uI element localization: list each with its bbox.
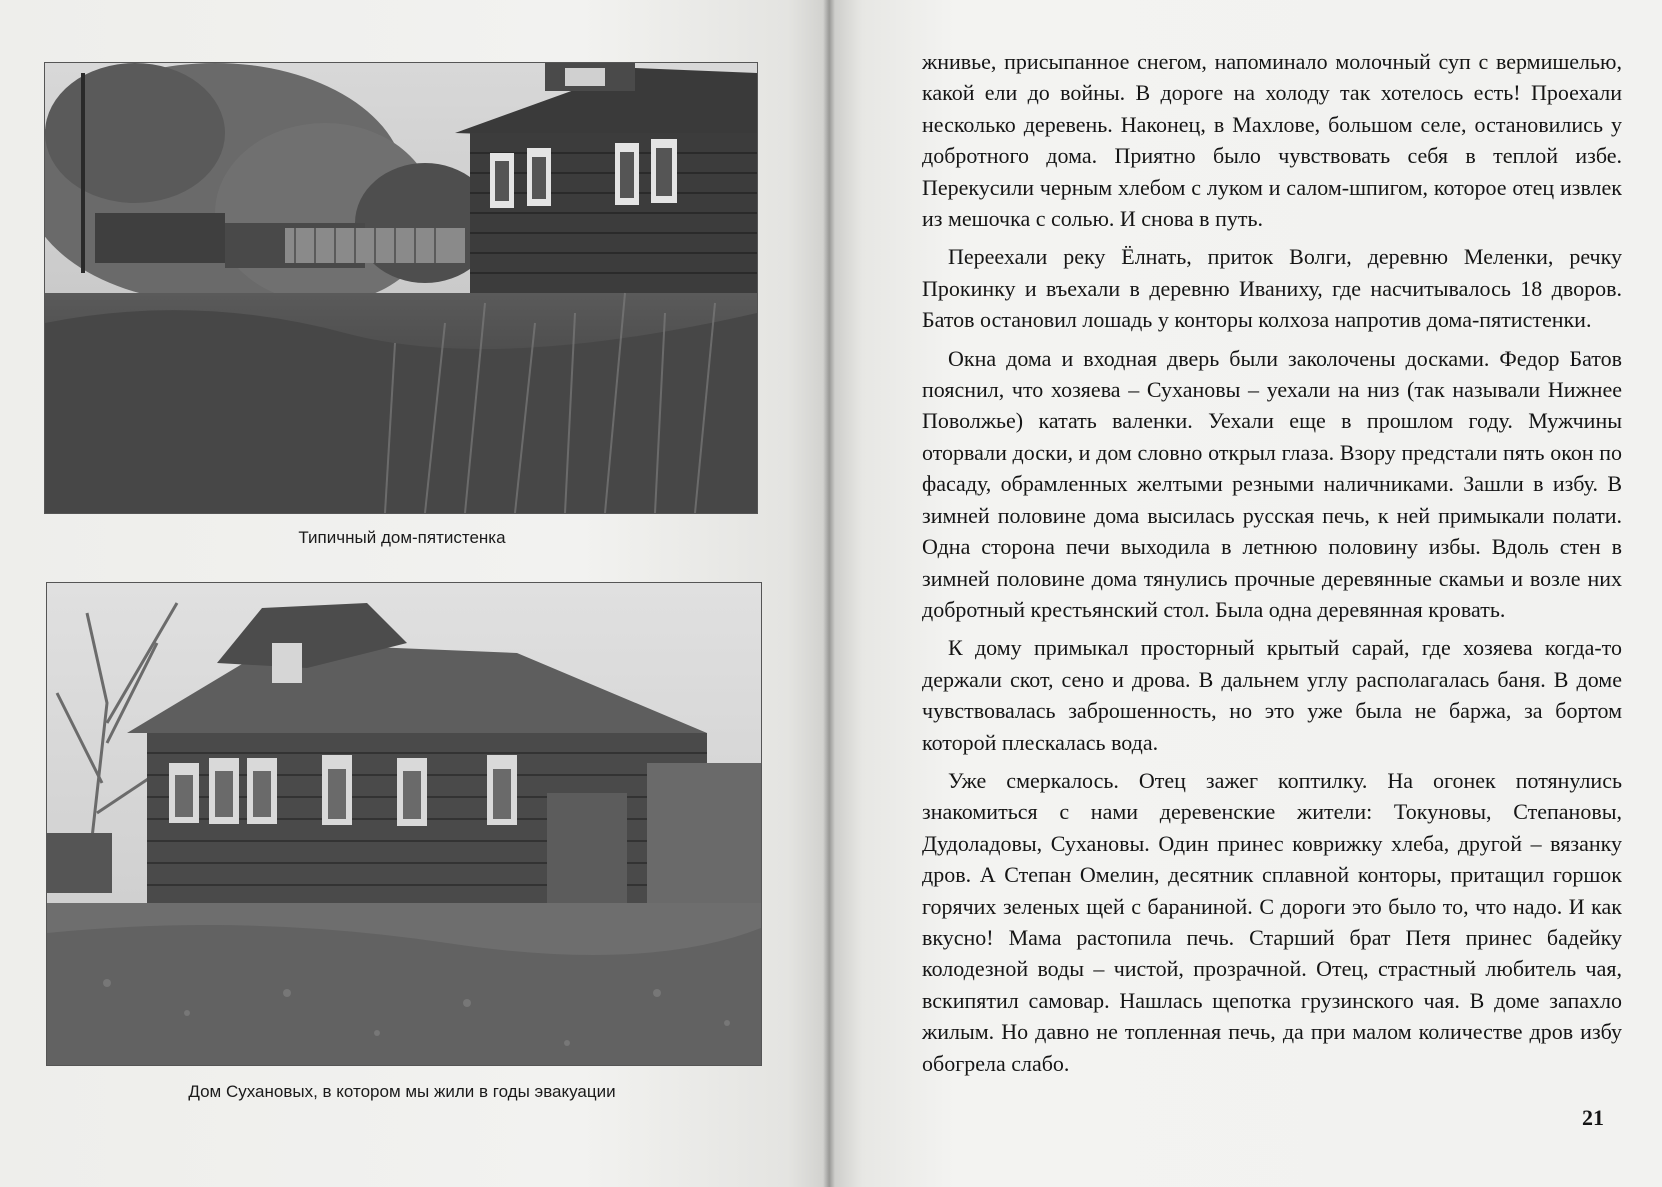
figure-caption-1: Типичный дом-пятистенка <box>298 528 506 547</box>
village-house-photo <box>44 62 758 514</box>
figure-caption-2: Дом Сухановых, в котором мы жили в годы эвакуации <box>188 1082 616 1101</box>
page-number: 21 <box>1582 1105 1604 1130</box>
book-gutter <box>823 0 835 1187</box>
paragraph-2: Переехали реку Ёлнать, приток Волги, деревню Меленки, речку Прокинку и въехали в деревню Иваниху, где насчитывалось 18 дворов. Батов остановил лошадь у конторы колхоза напротив дома-пятистенки. <box>922 244 1622 333</box>
paragraph-3: Окна дома и входная дверь были заколочены досками. Федор Батов пояснил, что хозяева – Сухановы – уехали на низ (так называли Нижнее Поволжье) катать валенки. Уехали еще в прошлом году. Мужчины оторвали доски, и дом словно открыл глаза. Взору предстали пять окон по фасаду, обрамленных желтыми резными наличниками. Зашли в избу. В зимней половине дома высилась русская печь, к ней примыкали полати. Одна сторона печи выходила в летнюю половину избы. Вдоль стен в зимней половине дома тянулись прочные деревянные скамьи и возле них добротный крестьянский стол. Была одна деревянная кровать. <box>922 345 1622 622</box>
paragraph-4: К дому примыкал просторный крытый сарай, где хозяева когда-то держали скот, сено и дрова. В дальнем углу располагалась баня. В доме чувствовалась заброшенность, но это уже была не баржа, за бортом которой плескалась вода. <box>922 635 1622 755</box>
paragraph-5: Уже смеркалось. Отец зажег коптилку. На огонек потянулись знакомиться с нами деревенские жители: Токуновы, Степановы, Дудоладовы, Сухановы. Один принес коврижку хлеба, другой – вязанку дров. А Степан Омелин, десятник сплавной конторы, притащил горшок горячих зеленых щей с бараниной. С дороги это было то, что надо. И как вкусно! Мама растопила печь. Старший брат Петя принес бадейку колодезной воды – чистой, прозрачной. Отец, страстный любитель чая, вскипятил самовар. Нашлась щепотка грузинского чая. В доме запахло жилым. Но давно не топленная печь, да при малом количестве дров избу обогрела слабо. <box>922 767 1622 1076</box>
sukhanov-house-photo <box>46 582 762 1066</box>
body-text <box>922 46 1622 1086</box>
paragraph-1: жнивье, присыпанное снегом, напоминало молочный суп с вермишелью, какой ели до войны. В дороге на холоду так хотелось есть! Проехали несколько деревень. Наконец, в Махлове, большом селе, остановились у добротного дома. Приятно было чувствовать себя в теплой избе. Перекусили черным хлебом с луком и салом-шпигом, которое отец извлек из мешочка с солью. И снова в путь. <box>922 49 1622 232</box>
left-page <box>0 0 829 1187</box>
